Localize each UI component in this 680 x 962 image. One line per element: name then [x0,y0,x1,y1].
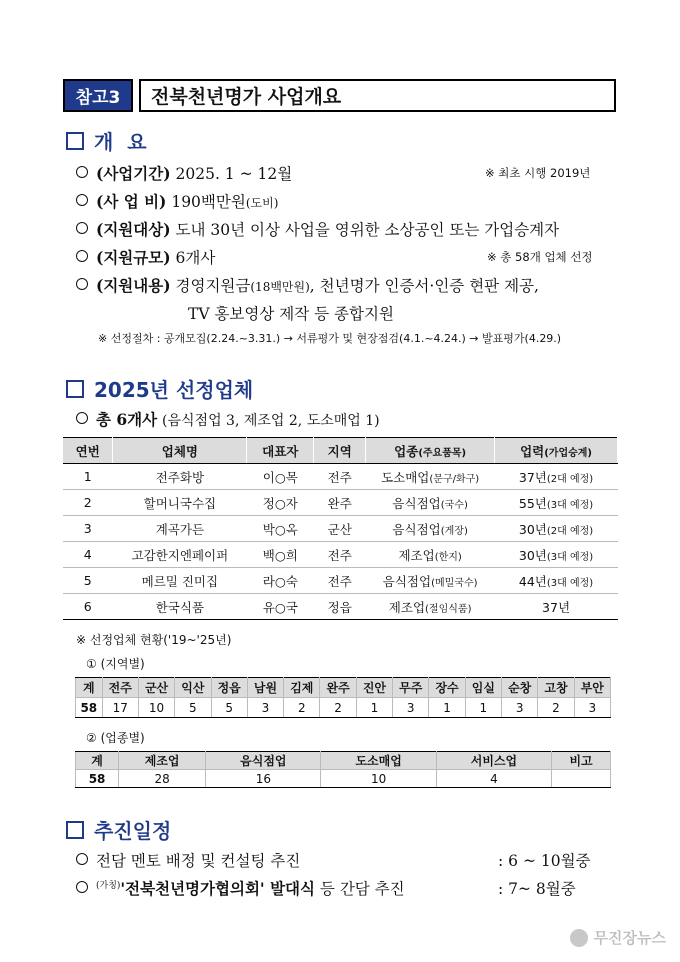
circle-bullet-icon [76,278,88,290]
region-value-cell: 3 [502,698,538,718]
square-bullet-icon [66,380,84,398]
overview-note-first-year: ※ 최초 시행 2019년 [485,166,591,180]
title-box [63,79,616,112]
by-region-value-row [76,698,611,718]
circle-bullet-icon [76,412,88,424]
region-header-cell: 장수 [429,678,465,698]
square-bullet-icon [66,821,84,839]
overview-item-scale: (지원규모) 6개사 [76,246,215,268]
region-value-cell: 3 [574,698,610,718]
col-header-years: 업력(가업승계) [495,438,618,464]
region-header-cell: 익산 [175,678,211,698]
section-heading-schedule: 추진일정 [66,815,171,844]
region-value-cell: 1 [429,698,465,718]
type-header-cell: 음식점업 [206,752,321,770]
table-row: 5 메르밀 진미집 라○숙 전주 음식점업(메밀국수) 44년(3대 예정) [63,568,618,594]
table-row: 1 전주화방 이○목 전주 도소매업(문구/화구) 37년(2대 예정) [63,464,618,490]
region-value-cell: 5 [175,698,211,718]
circle-bullet-icon [76,881,88,893]
region-header-cell: 정읍 [211,678,247,698]
table-row: 3 계곡가든 박○옥 군산 음식점업(게장) 30년(2대 예정) [63,516,618,542]
overview-item-content: (지원내용) 경영지원금(18백만원), 천년명가 인증서·인증 현판 제공, [76,274,539,296]
region-header-cell: 완주 [320,678,356,698]
type-header-cell: 비고 [552,752,611,770]
region-header-cell: 남원 [247,678,283,698]
schedule-item-mentoring: 전담 멘토 배정 및 컨설팅 추진 [76,849,300,871]
col-header-region: 지역 [314,438,366,464]
region-value-cell: 3 [247,698,283,718]
by-region-header-row [76,678,611,698]
region-header-cell: 부안 [574,678,610,698]
type-value-cell: 28 [119,770,206,788]
region-value-cell: 1 [356,698,392,718]
type-header-cell: 제조업 [119,752,206,770]
document-title: 전북천년명가 사업개요 [139,79,616,112]
region-value-cell: 2 [538,698,574,718]
by-type-value-row [76,770,611,788]
by-type-table [75,751,611,788]
region-value-cell: 2 [284,698,320,718]
region-header-cell: 진안 [356,678,392,698]
by-region-table [75,677,611,718]
table-row: 6 한국식품 유○국 정읍 제조업(절임식품) 37년 [63,594,618,620]
region-header-cell: 고창 [538,678,574,698]
region-value-cell: 2 [320,698,356,718]
region-header-cell: 무주 [393,678,429,698]
selected-summary: 총 6개사 (음식점업 3, 제조업 2, 도소매업 1) [76,408,380,430]
selected-companies-table [63,437,618,620]
region-value-cell: 5 [211,698,247,718]
by-type-header-row [76,752,611,770]
region-header-cell: 순창 [502,678,538,698]
by-region-label: ① (지역별) [86,657,145,671]
type-value-cell: 58 [76,770,119,788]
type-value-cell: 16 [206,770,321,788]
region-value-cell: 1 [465,698,501,718]
type-value-cell: 4 [436,770,551,788]
overview-note-total: ※ 총 58개 업체 선정 [487,250,593,264]
col-header-type: 업종(주요품목) [366,438,495,464]
status-note: ※ 선정업체 현황('19~'25년) [76,633,232,647]
region-header-cell: 군산 [138,678,174,698]
square-bullet-icon [66,132,84,150]
circle-bullet-icon [76,166,88,178]
reference-tag: 참고3 [63,79,133,112]
by-type-label: ② (업종별) [86,731,145,745]
table-header-row [63,438,618,464]
region-header-cell: 계 [76,678,103,698]
region-header-cell: 전주 [102,678,138,698]
watermark: 무진장뉴스 [570,927,666,948]
section-heading-overview: 개 요 [66,126,147,155]
type-value-cell: 10 [321,770,436,788]
region-header-cell: 임실 [465,678,501,698]
schedule-date-mentoring: : 6 ~ 10월중 [498,852,591,870]
col-header-name: 업체명 [113,438,247,464]
col-header-no: 연번 [63,438,113,464]
overview-item-budget: (사 업 비) 190백만원(도비) [76,190,278,212]
overview-item-target: (지원대상) 도내 30년 이상 사업을 영위한 소상공인 또는 가업승계자 [76,218,559,240]
overview-item-content-line2: TV 홍보영상 제작 등 종합지원 [188,305,394,323]
region-header-cell: 김제 [284,678,320,698]
watermark-logo-icon [570,929,588,947]
region-value-cell: 10 [138,698,174,718]
region-value-cell: 3 [393,698,429,718]
schedule-date-launch: : 7~ 8월중 [498,880,576,898]
section-heading-selected: 2025년 선정업체 [66,374,253,403]
table-row: 4 고감한지엔페이퍼 백○희 전주 제조업(한지) 30년(3대 예정) [63,542,618,568]
region-value-cell: 17 [102,698,138,718]
schedule-item-launch: $^{(가칭)}$'전북천년명가협의회' 발대식 등 간담 추진 [76,877,405,899]
table-row: 2 할머니국수집 정○자 완주 음식점업(국수) 55년(3대 예정) [63,490,618,516]
type-header-cell: 도소매업 [321,752,436,770]
type-header-cell: 서비스업 [436,752,551,770]
circle-bullet-icon [76,250,88,262]
col-header-rep: 대표자 [247,438,314,464]
type-header-cell: 계 [76,752,119,770]
overview-item-period: (사업기간) 2025. 1 ~ 12월 [76,162,292,184]
circle-bullet-icon [76,222,88,234]
circle-bullet-icon [76,853,88,865]
region-value-cell: 58 [76,698,103,718]
circle-bullet-icon [76,194,88,206]
type-value-cell [552,770,611,788]
procedure-note: ※ 선정절차 : 공개모집(2.24.~3.31.) → 서류평가 및 현장점검(4.1.~4.24.) → 발표평가(4.29.) [98,332,562,345]
